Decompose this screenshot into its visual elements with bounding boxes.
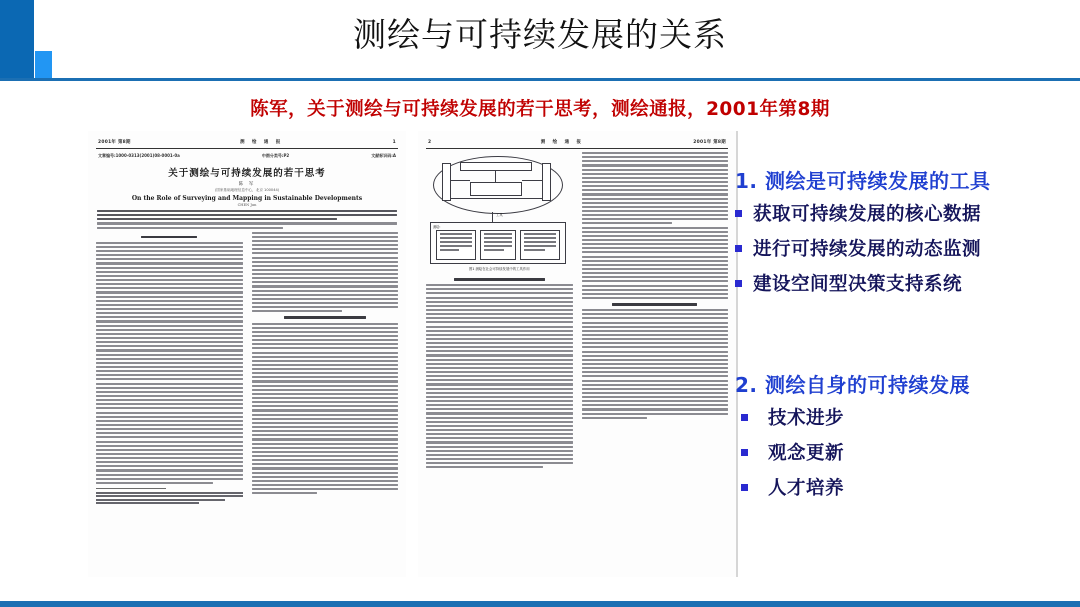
paper-abstract-block [97, 210, 397, 229]
figure-box-dss [470, 182, 522, 196]
list-item [741, 474, 1075, 500]
article-number: 文章编号:1000-0313(2001)08-0001-0a [98, 153, 180, 158]
right-section-heading-2 [612, 303, 697, 306]
right-page-column-1 [426, 152, 573, 470]
right-running-head-journal: 测 绘 通 报 [540, 140, 584, 145]
left-running-head-page: 1 [392, 140, 396, 145]
right-page-column-2 [582, 152, 729, 470]
bullet-label: 进行可持续发展的动态监测 [753, 239, 982, 260]
left-page-footnote [96, 488, 243, 504]
figure-arrow [492, 212, 493, 222]
left-page-column-2 [252, 232, 399, 506]
paper-title-chinese: 关于测绘与可持续发展的若干思考 [168, 168, 326, 179]
bullet-label: 观念更新 [768, 443, 845, 464]
figure-connector-h2 [522, 180, 542, 181]
figure-subbox-1 [436, 230, 476, 260]
paper-author: 陈 军 [238, 182, 256, 187]
square-bullet-icon [735, 280, 742, 287]
figure-subbox-2 [480, 230, 516, 260]
left-running-head-rule [96, 148, 398, 149]
section-2-bullets [735, 404, 1075, 500]
section-heading-1: 1. 测绘是可持续发展的工具 [735, 169, 991, 193]
left-section-heading-2 [284, 316, 366, 319]
square-bullet-icon [735, 210, 742, 217]
left-article-codes [96, 152, 398, 162]
figure-subbox-3 [520, 230, 560, 260]
list-item [741, 439, 1075, 465]
figure-group-label: 测绘: [433, 225, 441, 229]
paper-affiliation: (国家基础地理信息中心，北京 100044) [214, 188, 280, 192]
list-item [735, 200, 1075, 226]
section-1-bullets [735, 200, 1075, 296]
bullet-label: 技术进步 [768, 408, 845, 429]
left-running-head-left: 2001年 第8期 [98, 140, 131, 145]
right-running-head-rule [426, 148, 728, 149]
header-accent-bar-light [35, 51, 52, 78]
bullet-label: 获取可持续发展的核心数据 [753, 204, 982, 225]
scanned-page-right [418, 131, 738, 577]
figure-box-right [542, 163, 551, 201]
right-running-head [426, 135, 728, 147]
figure-box-left [442, 163, 451, 201]
right-page-columns [426, 152, 728, 470]
scanned-page-left [88, 131, 406, 577]
list-item [735, 235, 1075, 261]
square-bullet-icon [741, 414, 748, 421]
figure-caption: 图1 测绘在社会可持续发展中的工具作用 [468, 267, 530, 271]
header-divider-line [0, 78, 1080, 81]
square-bullet-icon [741, 484, 748, 491]
paper-title-english: On the Role of Surveying and Mapping in Sustainable Developments [131, 195, 363, 202]
list-item [735, 270, 1075, 296]
left-running-head [96, 135, 398, 147]
left-page-column-1 [96, 232, 243, 506]
doc-code: 文献标识码:A [371, 153, 396, 158]
bullet-label: 建设空间型决策支持系统 [753, 274, 963, 295]
figure-connector-v1 [495, 171, 496, 182]
figure-arrow-label: 工具 [496, 213, 503, 217]
footer-divider-line [0, 601, 1080, 607]
left-running-head-journal: 测 绘 通 报 [240, 140, 284, 145]
figure-connector-h3 [451, 198, 542, 199]
page-title: 测绘与可持续发展的关系 [353, 15, 727, 54]
citation-reference: 陈军，关于测绘与可持续发展的若干思考，测绘通报，2001年第8期 [250, 99, 830, 120]
right-section-heading-1 [454, 278, 545, 281]
figure-connector-h1 [451, 180, 470, 181]
paper-author-english: CHEN Jun [237, 203, 257, 207]
section-heading-2: 2. 测绘自身的可持续发展 [735, 373, 970, 397]
figure-diagram [426, 154, 573, 274]
key-points-panel [735, 165, 1075, 509]
list-item [741, 404, 1075, 430]
left-page-columns [96, 232, 398, 506]
square-bullet-icon [741, 449, 748, 456]
figure-box-strategy [460, 162, 532, 171]
right-running-head-page: 2 [428, 140, 432, 145]
clc-number: 中图分类号:P2 [261, 153, 290, 158]
bullet-label: 人才培养 [768, 478, 845, 499]
right-running-head-issue: 2001年 第8期 [693, 140, 726, 145]
left-section-heading-1 [141, 236, 197, 239]
square-bullet-icon [735, 245, 742, 252]
